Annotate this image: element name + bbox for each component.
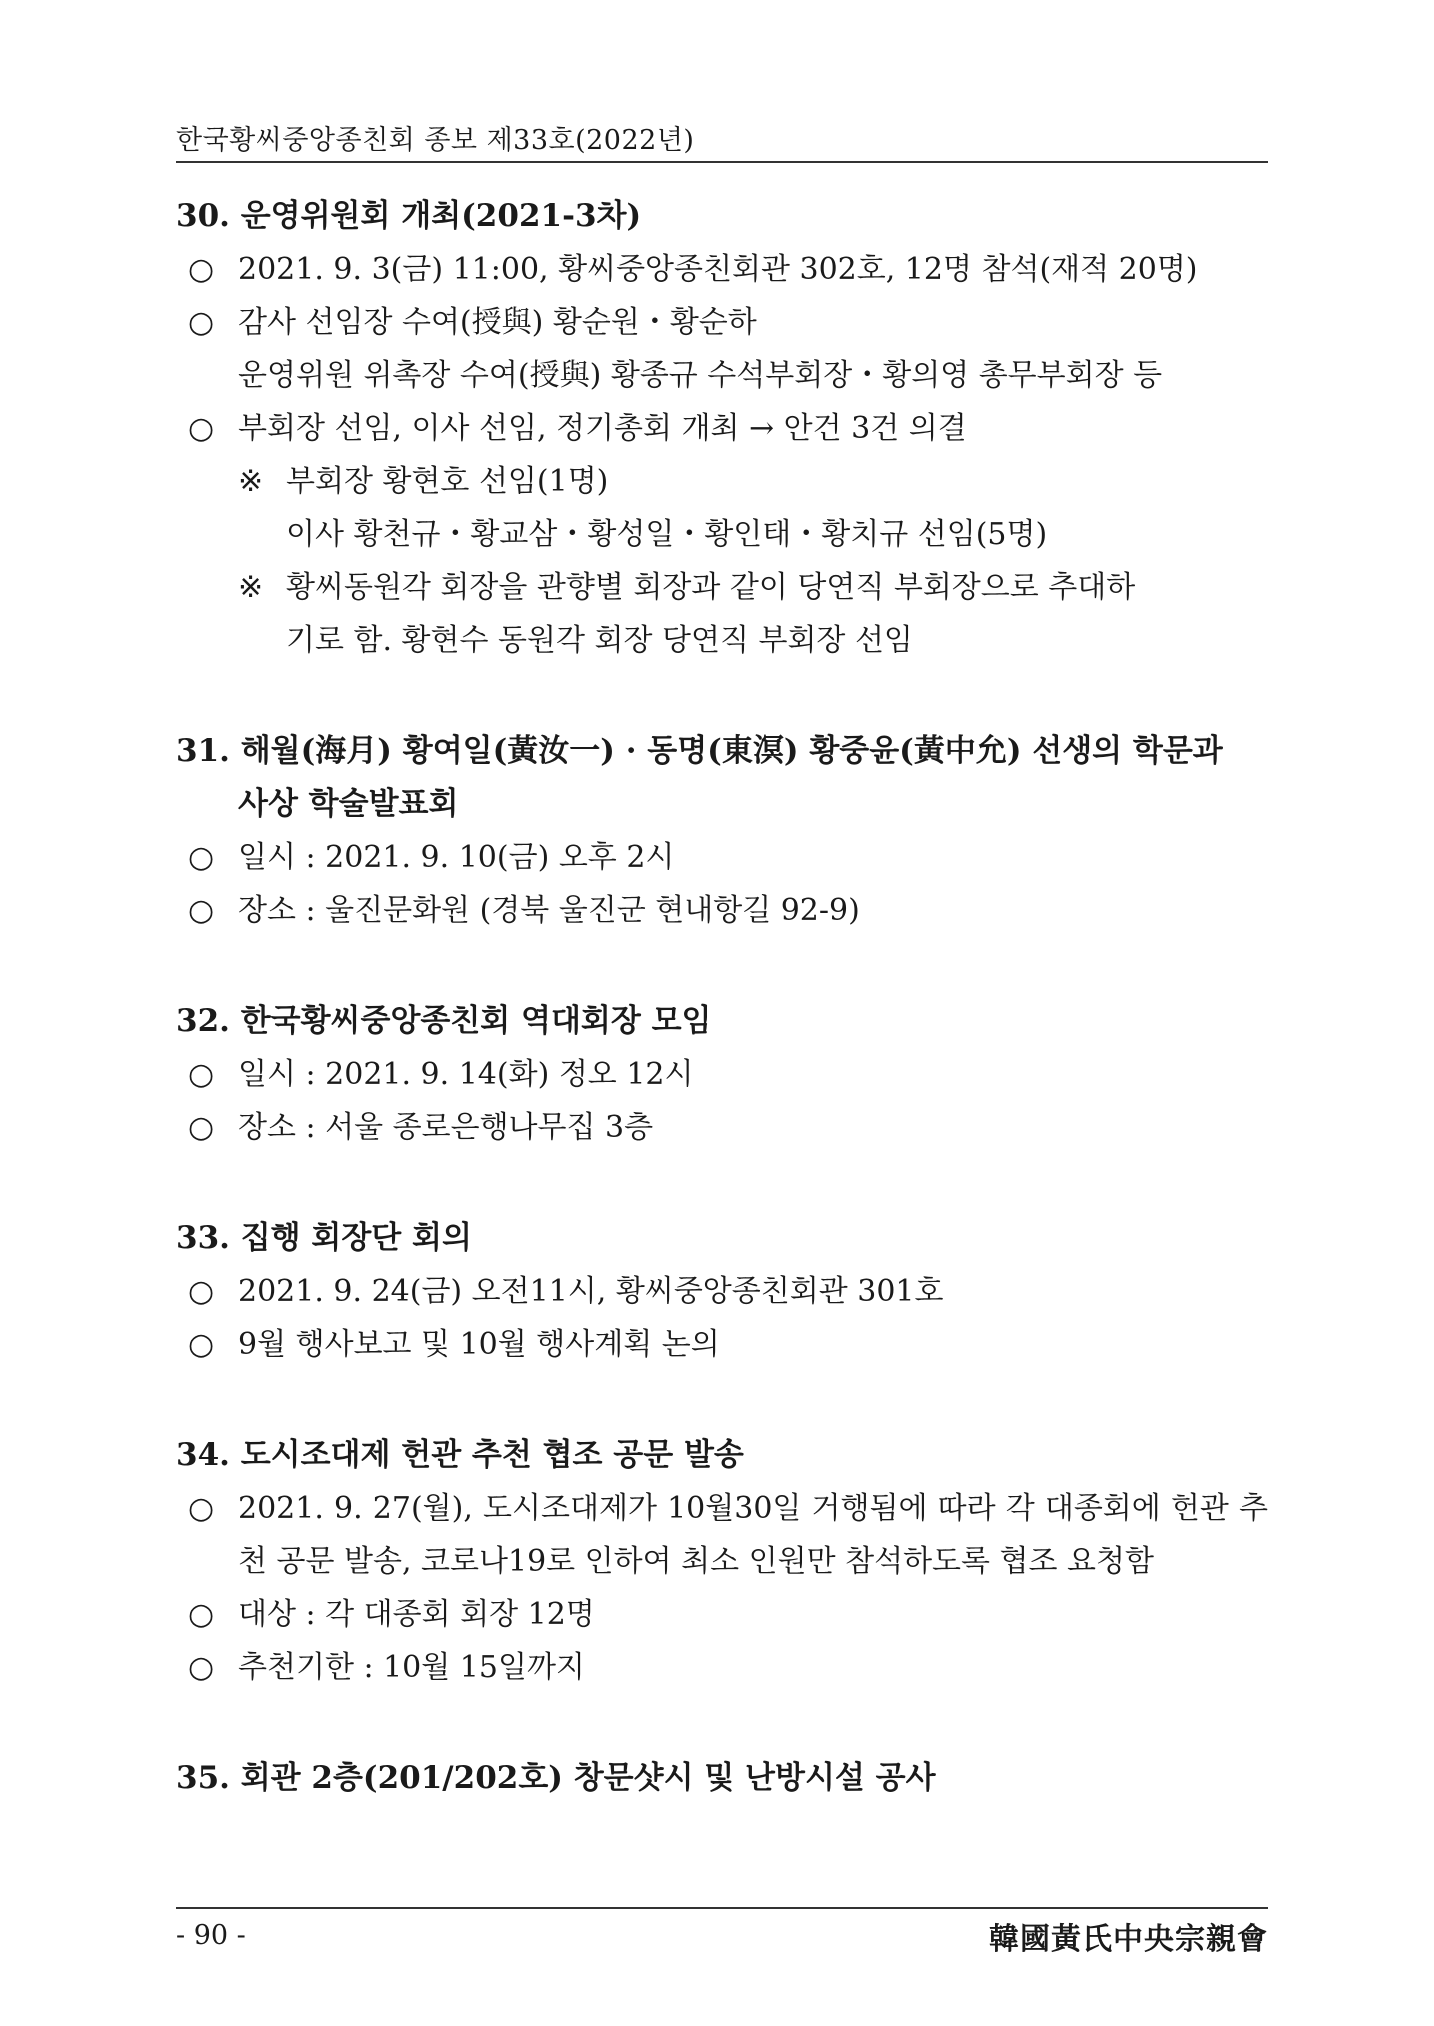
note-item xyxy=(176,561,1268,614)
section-34 xyxy=(176,1429,1268,1694)
note-item xyxy=(176,455,1268,508)
section-title: 35. 회관 2층(201/202호) 창문샷시 및 난방시설 공사 xyxy=(176,1760,936,1796)
bullet-item xyxy=(176,243,1268,296)
bullet-item xyxy=(176,1318,1268,1371)
section-title: 30. 운영위원회 개최(2021-3차) xyxy=(176,198,642,234)
note-text: 황씨동원각 회장을 관향별 회장과 같이 당연직 부회장으로 추대하 xyxy=(286,570,1136,605)
header-divider xyxy=(176,161,1268,163)
section-title: 34. 도시조대제 헌관 추천 협조 공문 발송 xyxy=(176,1437,744,1473)
section-33 xyxy=(176,1212,1268,1371)
footer-divider xyxy=(176,1907,1268,1909)
bullet-item xyxy=(176,1101,1268,1154)
section-35 xyxy=(176,1752,1268,1805)
bullet-text: 2021. 9. 24(금) 오전11시, 황씨중앙종친회관 301호 xyxy=(238,1274,944,1309)
page-content xyxy=(176,190,1268,1863)
bullet-item xyxy=(176,402,1268,455)
bullet-text: 부회장 선임, 이사 선임, 정기총회 개최 → 안건 3건 의결 xyxy=(238,411,967,446)
running-header-title: 한국황씨중앙종친회 종보 제33호(2022년) xyxy=(176,125,695,156)
circle-bullet-icon: ○ xyxy=(188,1650,215,1685)
bullet-item xyxy=(176,831,1268,884)
section-title: 32. 한국황씨중앙종친회 역대회장 모임 xyxy=(176,1003,712,1039)
circle-bullet-icon: ○ xyxy=(188,840,215,875)
section-32 xyxy=(176,995,1268,1154)
bullet-item xyxy=(176,1048,1268,1101)
section-31 xyxy=(176,725,1268,937)
circle-bullet-icon: ○ xyxy=(188,1491,215,1526)
reference-mark-icon: ※ xyxy=(238,464,264,499)
bullet-item xyxy=(176,1265,1268,1318)
circle-bullet-icon: ○ xyxy=(188,1110,215,1145)
bullet-item xyxy=(176,1588,1268,1641)
circle-bullet-icon: ○ xyxy=(188,1327,215,1362)
bullet-item xyxy=(176,884,1268,937)
bullet-continuation: 운영위원 위촉장 수여(授與) 황종규 수석부회장・황의영 총무부회장 등 xyxy=(238,358,1163,393)
page-number: - 90 - xyxy=(176,1920,246,1951)
section-title: 31. 해월(海月) 황여일(黃汝一) · 동명(東溟) 황중윤(黃中允) 선생의 학문과 xyxy=(176,733,1223,769)
bullet-text: 장소 : 울진문화원 (경북 울진군 현내항길 92-9) xyxy=(238,893,860,928)
circle-bullet-icon: ○ xyxy=(188,1057,215,1092)
circle-bullet-icon: ○ xyxy=(188,1597,215,1632)
bullet-text: 대상 : 각 대종회 회장 12명 xyxy=(238,1597,595,1632)
section-title: 33. 집행 회장단 회의 xyxy=(176,1220,472,1256)
circle-bullet-icon: ○ xyxy=(188,411,215,446)
circle-bullet-icon: ○ xyxy=(188,1274,215,1309)
section-30 xyxy=(176,190,1268,667)
note-continuation: 기로 함. 황현수 동원각 회장 당연직 부회장 선임 xyxy=(286,623,913,658)
bullet-text: 일시 : 2021. 9. 14(화) 정오 12시 xyxy=(238,1057,694,1092)
bullet-text: 2021. 9. 3(금) 11:00, 황씨중앙종친회관 302호, 12명 참석(재적 20명) xyxy=(238,252,1198,287)
bullet-text: 2021. 9. 27(월), 도시조대제가 10월30일 거행됨에 따라 각 대종회에 헌관 추천 공문 발송, 코로나19로 인하여 최소 인원만 참석하도록 협조 요청함 xyxy=(238,1491,1268,1579)
bullet-text: 추천기한 : 10월 15일까지 xyxy=(238,1650,585,1685)
bullet-text: 감사 선임장 수여(授與) 황순원・황순하 xyxy=(238,305,757,340)
circle-bullet-icon: ○ xyxy=(188,893,215,928)
section-title-continuation: 사상 학술발표회 xyxy=(238,786,459,822)
reference-mark-icon: ※ xyxy=(238,570,264,605)
circle-bullet-icon: ○ xyxy=(188,305,215,340)
bullet-text: 9월 행사보고 및 10월 행사계획 논의 xyxy=(238,1327,720,1362)
circle-bullet-icon: ○ xyxy=(188,252,215,287)
organization-logo: 韓國黃氏中央宗親會 xyxy=(989,1922,1268,1957)
bullet-item xyxy=(176,1482,1268,1588)
note-text: 부회장 황현호 선임(1명) xyxy=(286,464,609,499)
bullet-text: 장소 : 서울 종로은행나무집 3층 xyxy=(238,1110,654,1145)
bullet-item xyxy=(176,296,1268,349)
bullet-text: 일시 : 2021. 9. 10(금) 오후 2시 xyxy=(238,840,675,875)
note-continuation: 이사 황천규・황교삼・황성일・황인태・황치규 선임(5명) xyxy=(286,517,1048,552)
bullet-item xyxy=(176,1641,1268,1694)
